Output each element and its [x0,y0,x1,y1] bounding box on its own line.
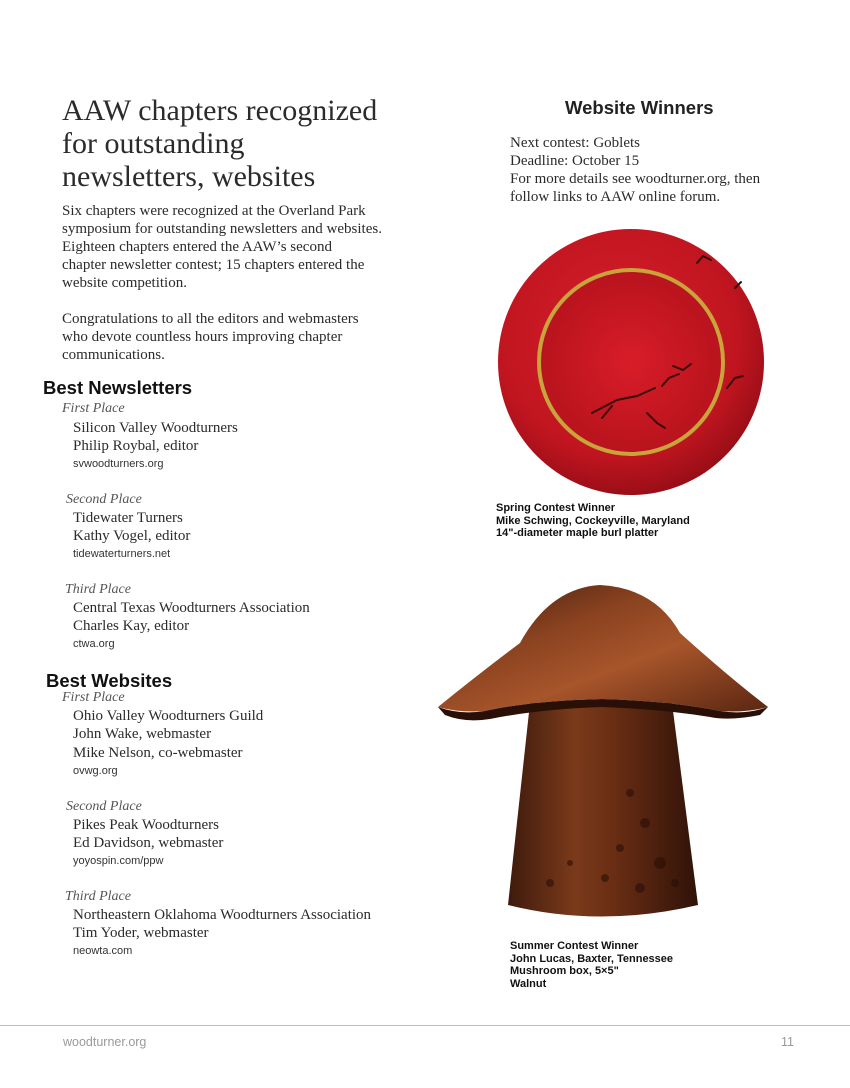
caption-line: Walnut [510,977,547,990]
mushroom-stem [508,703,698,917]
editor-name: Charles Kay, editor [73,618,190,634]
maple-burl-platter-photo [497,228,765,496]
place-label: First Place [62,690,125,705]
next-contest-line: Next contest: Goblets [510,135,640,151]
intro-line: website competition. [62,275,187,291]
congrats-line: communications. [62,347,165,363]
mushroom-cap [438,585,768,712]
congrats-line: who devote countless hours improving chapter [62,329,343,345]
caption-line: Mushroom box, 5×5" [510,965,619,977]
webmaster-name: Ed Davidson, webmaster [73,835,224,851]
website-winners-heading: Website Winners [565,97,714,118]
best-newsletters-heading: Best Newsletters [43,377,193,398]
deadline-line: Deadline: October 15 [510,153,640,169]
congrats-paragraph [62,310,427,364]
editor-name: Philip Roybal, editor [73,438,199,454]
webmaster-name: Tim Yoder, webmaster [73,925,209,941]
editor-name: Kathy Vogel, editor [73,528,191,544]
place-label: Third Place [65,582,131,597]
spring-contest-caption [496,502,690,540]
chapter-url: yoyospin.com/ppw [73,855,164,867]
title-line: newsletters, websites [62,160,316,193]
caption-line: Mike Schwing, Cockeyville, Maryland [496,514,690,527]
chapter-name: Tidewater Turners [73,510,183,526]
congrats-line: Congratulations to all the editors and webmasters [62,311,359,327]
intro-line: symposium for outstanding newsletters and websites. [62,221,382,237]
chapter-name: Ohio Valley Woodturners Guild [73,708,264,724]
platter-gold-ring [539,270,723,454]
caption-line: Spring Contest Winner [496,502,616,514]
footer-site-name: woodturner.org [63,1035,147,1049]
chapter-name: Central Texas Woodturners Association [73,600,310,616]
place-label: Second Place [66,799,142,814]
webmaster-name: John Wake, webmaster [73,726,212,742]
caption-line: John Lucas, Baxter, Tennessee [510,952,674,965]
details-line: For more details see woodturner.org, then [510,171,761,187]
place-label: Third Place [65,889,131,904]
chapter-url: svwoodturners.org [73,458,164,470]
place-label: First Place [62,401,125,416]
intro-line: Eighteen chapters entered the AAW’s second [62,239,332,255]
intro-paragraph [62,202,427,292]
place-label: Second Place [66,492,142,507]
chapter-name: Pikes Peak Woodturners [73,817,220,833]
co-webmaster-name: Mike Nelson, co-webmaster [73,745,243,761]
title-line: AAW chapters recognized [62,94,378,127]
chapter-url: ovwg.org [73,765,118,777]
intro-line: chapter newsletter contest; 15 chapters entered the [62,257,365,273]
article-title [62,94,442,193]
caption-line: 14"-diameter maple burl platter [496,527,659,539]
footer-divider [0,1025,850,1026]
page-number: 11 [781,1035,794,1049]
chapter-url: tidewaterturners.net [73,548,171,560]
walnut-mushroom-box-photo [430,583,774,923]
best-websites-heading: Best Websites [46,670,173,691]
chapter-url: neowta.com [73,945,133,957]
details-line: follow links to AAW online forum. [510,189,721,205]
chapter-name: Northeastern Oklahoma Woodturners Association [73,907,372,923]
caption-line: Summer Contest Winner [510,940,639,952]
chapter-name: Silicon Valley Woodturners [73,420,238,436]
summer-contest-caption [510,940,673,990]
title-line: for outstanding [62,127,245,160]
intro-line: Six chapters were recognized at the Overland Park [62,203,366,219]
chapter-url: ctwa.org [73,638,115,650]
